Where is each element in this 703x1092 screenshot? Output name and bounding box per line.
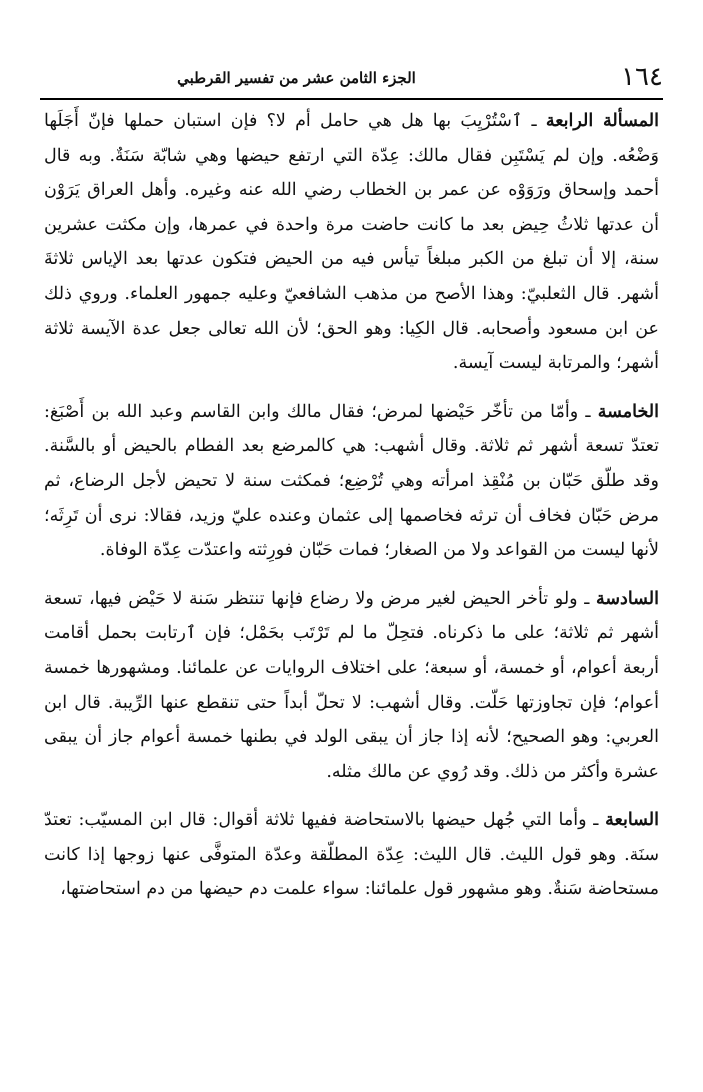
section-heading: المسألة الرابعة	[545, 111, 659, 131]
paragraph-fourth-issue	[44, 104, 659, 381]
running-title: الجزء الثامن عشر من تفسير القرطبي	[177, 69, 416, 87]
section-heading: السابعة	[605, 810, 659, 831]
paragraph-sixth-issue	[44, 582, 659, 790]
paragraph-fifth-issue	[44, 395, 659, 568]
paragraph-text: ـ ولو تأخر الحيض لغير مرض ولا رضاع فإنها تنتظر سَنة لا حَيْض فيها، تسعة أشهر ثم ثلاثة؛ على ما ذكرناه. فتحِلّ ما لم تَرْتَب بحَمْل؛ فإن ٱرتابت بحمل أقامت أربعة أعوام، أو خمسة، أو سبعة؛ على اختلاف الروايات عن علمائنا. ومشهورها خمسة أعوام؛ فإن تجاوزتها حَلّت. وقال أشهب: لا تحلّ أبداً حتى تنقطع عنها الرِّيبة. قال ابن العربي: وهو الصحيح؛ لأنه إذا جاز أن يبقى الولد في بطنها خمسة أعوام جاز أن يبقى عشرة وأكثر من ذلك. وقد رُوي عن مالك مثله.	[44, 588, 659, 782]
paragraph-seventh-issue	[44, 803, 659, 907]
page-body	[44, 104, 659, 921]
paragraph-text: ـ وأمّا من تأخّر حَيْضها لمرض؛ فقال مالك وابن القاسم وعبد الله بن أَصْبَغ: تعتدّ تسعة أشهر ثم ثلاثة. وقال أشهب: هي كالمرضع بعد الفطام بالحيض أو بالسَّنة. وقد طلّق حَبّان بن مُنْقِذ امرأته وهي تُرْضِع؛ فمكثت سنة لا تحيض لأجل الرضاع، ثم مرض حَبّان فخاف أن ترثه فخاصمها إلى عثمان وعنده عليّ وزيد، فقالا: نرى أن تَرِثَه؛ لأنها ليست من القواعد ولا من الصغار؛ فمات حَبّان فورِثته واعتدّت عِدّة الوفاة.	[44, 401, 659, 561]
section-heading: الخامسة	[597, 401, 659, 422]
paragraph-text: ـ وأما التي جُهل حيضها بالاستحاضة ففيها ثلاثة أقوال: قال ابن المسيّب: تعتدّ سنَة. وهو قول الليث. قال الليث: عِدّة المطلّقة وعدّة المتوفَّى عنها زوجها إذا كانت مستحاضة سَنةٌ. وهو مشهور قول علمائنا: سواء علمت دم حيضها من دم استحاضتها،	[44, 810, 659, 900]
paragraph-text: ـ ٱسْتُرْيِبَ بها هل هي حامل أم لا؟ فإن استبان حملها فإنّ أَجَلَها وَضْعُه. وإن لم يَسْتَبِن فقال مالك: عِدّة التي ارتفع حيضها وهي شابّة سَنَةٌ. وبه قال أحمد وإسحاق ورَوَوْه عن عمر بن الخطاب رضي الله عنه وغيره. وأهل العراق يَرَوْن أن عدتها ثلاثُ حِيض بعد ما كانت حاضت مرة واحدة في عمرها، وإن مكثت عشرين سنة، إلا أن تبلغ من الكبر مبلغاً تيأس فيه من الحيض فتكون عدتها بعد الإياس ثلاثةَ أشهر. قال الثعلبيّ: وهذا الأصح من مذهب الشافعيّ وعليه جمهور العلماء. وروي ذلك عن ابن مسعود وأصحابه. قال الكِيا: وهو الحق؛ لأن الله تعالى جعل عدة الآيسة ثلاثة أشهر؛ والمرتابة ليست آيسة.	[44, 111, 659, 374]
page-header	[40, 62, 663, 100]
page-number: ١٦٤	[621, 62, 663, 92]
section-heading: السادسة	[596, 588, 659, 609]
